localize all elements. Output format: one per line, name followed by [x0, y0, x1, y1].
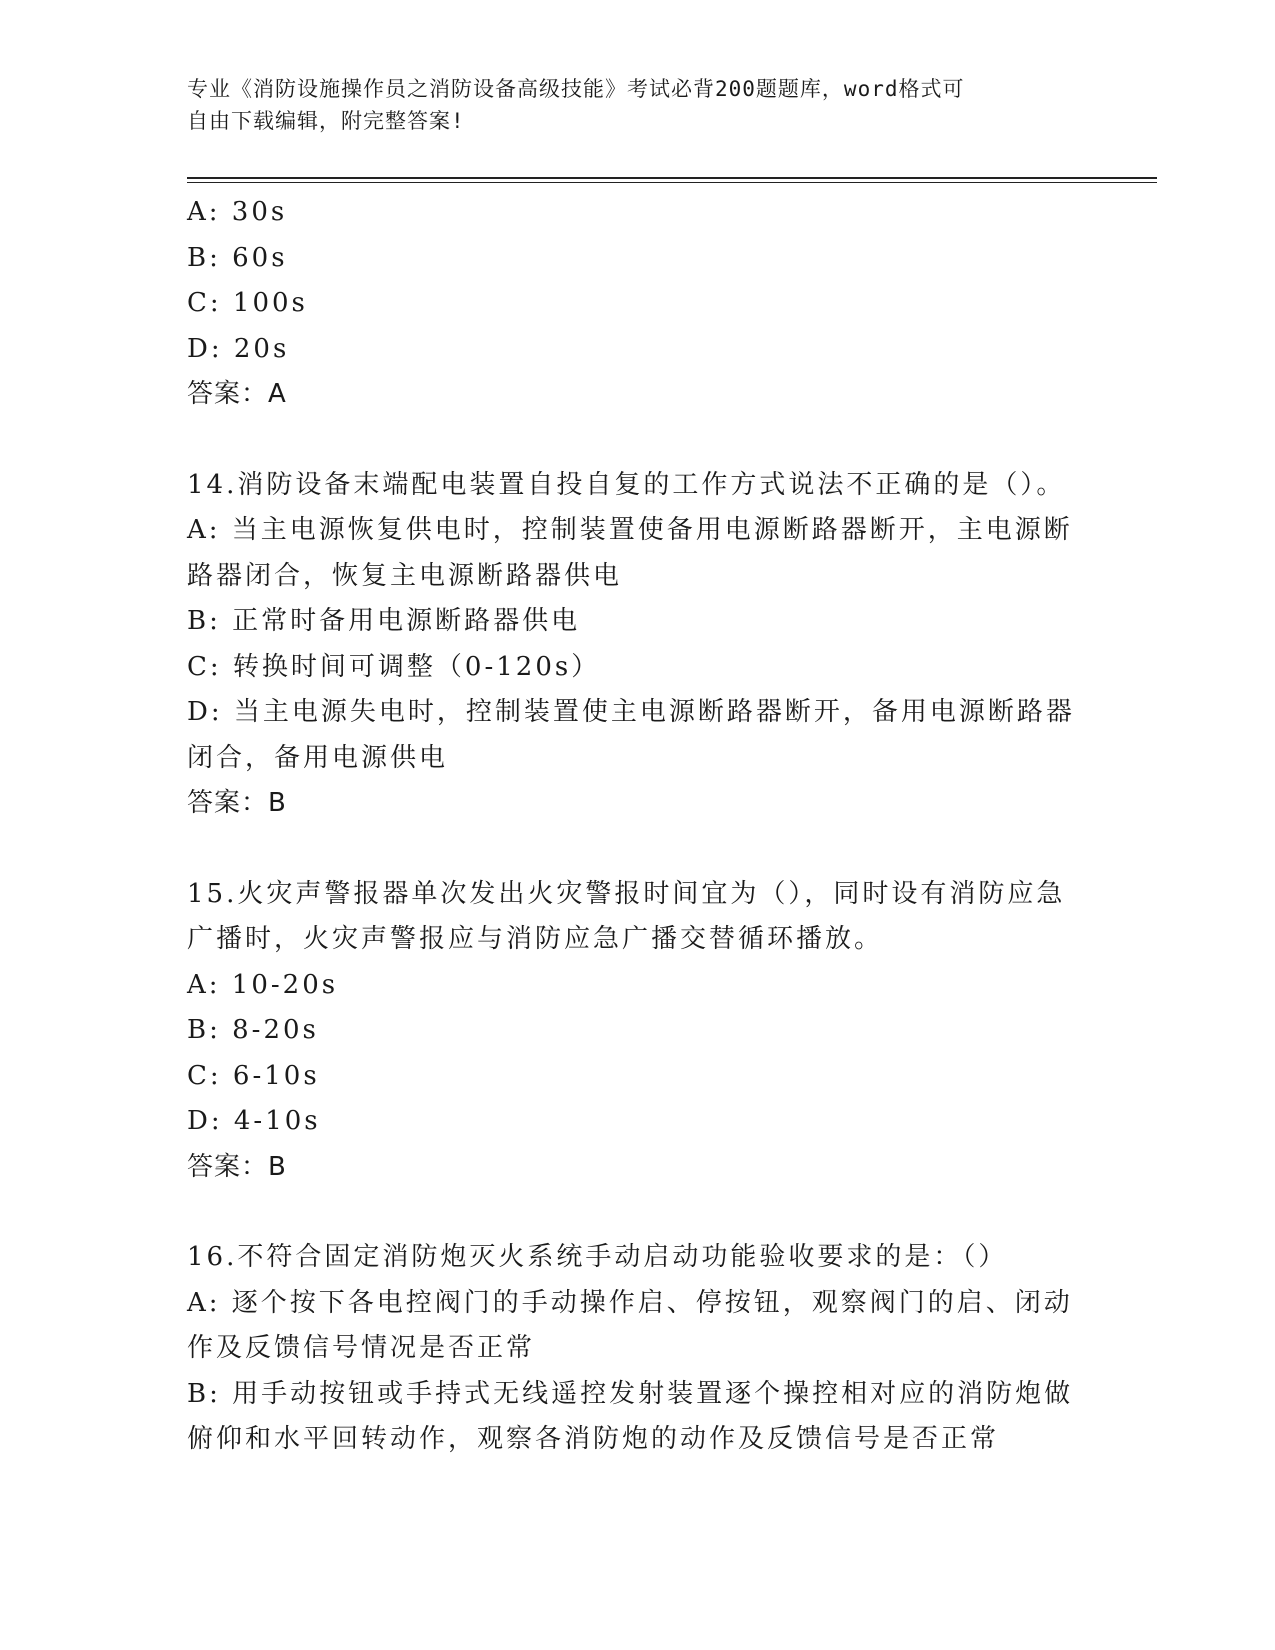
- question-13: [187, 190, 1087, 418]
- header-divider-thick: [187, 177, 1157, 179]
- header-divider-thin: [187, 182, 1157, 183]
- option-d: D: 20s: [187, 333, 290, 364]
- question-16: [187, 1235, 1087, 1463]
- question-14: [187, 463, 1087, 827]
- option-b: B: 正常时备用电源断路器供电: [187, 606, 581, 636]
- option-c: C: 转换时间可调整（0-120s）: [187, 651, 601, 682]
- option-b: B: 60s: [187, 242, 288, 273]
- header-line-1: 专业《消防设施操作员之消防设备高级技能》考试必背200题题库，word格式可: [187, 77, 965, 101]
- question-15: [187, 872, 1087, 1191]
- question-stem: 16.不符合固定消防炮灭火系统手动启动功能验收要求的是：（）: [187, 1242, 1008, 1272]
- option-d: D: 当主电源失电时，控制装置使主电源断路器断开，备用电源断路器闭合，备用电源供电: [187, 697, 1075, 773]
- option-a: A: 10-20s: [187, 969, 339, 1000]
- option-a: A: 30s: [187, 197, 288, 227]
- option-a: A: 当主电源恢复供电时，控制装置使备用电源断路器断开，主电源断路器闭合，恢复主电源断路器供电: [187, 515, 1073, 591]
- option-d: D: 4-10s: [187, 1106, 321, 1136]
- document-header: [187, 73, 1087, 137]
- option-a: A: 逐个按下各电控阀门的手动操作启、停按钮，观察阀门的启、闭动作及反馈信号情况是否正常: [187, 1287, 1073, 1363]
- answer-line: 答案：B: [187, 1151, 287, 1182]
- question-stem: 14.消防设备末端配电装置自投自复的工作方式说法不正确的是（）。: [187, 469, 1066, 500]
- option-c: C: 6-10s: [187, 1060, 320, 1091]
- option-c: C: 100s: [187, 288, 308, 318]
- option-b: B: 用手动按钮或手持式无线遥控发射装置逐个操控相对应的消防炮做俯仰和水平回转动作，观察各消防炮的动作及反馈信号是否正常: [187, 1378, 1074, 1454]
- header-line-2: 自由下载编辑，附完整答案!: [187, 109, 465, 133]
- answer-line: 答案：B: [187, 788, 287, 818]
- option-b: B: 8-20s: [187, 1015, 319, 1045]
- question-list: [187, 190, 1087, 1463]
- question-stem: 15.火灾声警报器单次发出火灾警报时间宜为（），同时设有消防应急广播时，火灾声警报应与消防应急广播交替循环播放。: [187, 878, 1066, 954]
- answer-line: 答案：A: [187, 379, 287, 409]
